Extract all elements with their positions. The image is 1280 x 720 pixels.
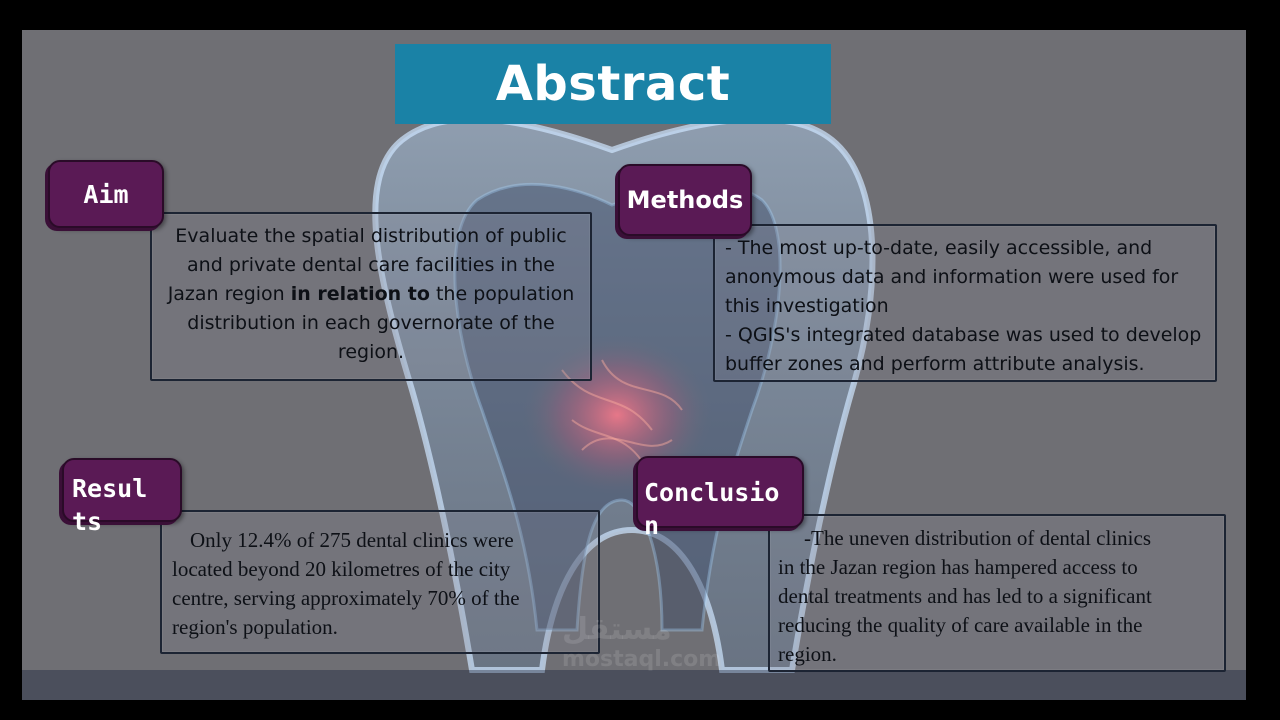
- results-line: located beyond 20 kilometres of the city: [172, 557, 511, 581]
- aim-box: [150, 212, 592, 381]
- title-banner: [395, 44, 831, 124]
- slide: [22, 30, 1246, 700]
- aim-line: region.: [337, 341, 405, 363]
- conclusion-line: dental treatments and has led to a significant: [778, 584, 1152, 608]
- aim-emphasis: in relation to: [290, 283, 430, 305]
- results-line: region's population.: [172, 615, 338, 639]
- conclusion-label-line: Conclusio: [644, 478, 780, 507]
- results-label-line: Resul: [72, 474, 148, 503]
- conclusion-line: -The uneven distribution of dental clinics: [804, 526, 1151, 550]
- watermark-arabic: مستقل: [562, 612, 672, 647]
- conclusion-line: in the Jazan region has hampered access to: [778, 555, 1138, 579]
- methods-line: buffer zones and perform attribute analysis.: [725, 353, 1145, 375]
- methods-box: [713, 224, 1217, 382]
- results-line: centre, serving approximately 70% of the: [172, 586, 520, 610]
- methods-line: anonymous data and information were used for: [725, 266, 1179, 288]
- methods-label: Methods: [626, 186, 744, 214]
- conclusion-tag: [636, 456, 804, 540]
- results-line: Only 12.4% of 275 dental clinics were: [190, 528, 514, 552]
- aim-label: Aim: [83, 179, 129, 209]
- results-tag: [62, 458, 182, 536]
- watermark: [562, 612, 721, 672]
- results-box: [160, 510, 600, 654]
- aim-line: Evaluate the spatial distribution of public: [175, 225, 567, 247]
- watermark-latin: mostaql.com: [562, 647, 722, 672]
- aim-tag: [48, 160, 164, 228]
- results-label-line: ts: [72, 507, 103, 536]
- aim-line: and private dental care facilities in the: [187, 254, 555, 276]
- conclusion-line: region.: [778, 642, 837, 666]
- aim-line: distribution in each governorate of the: [187, 312, 555, 334]
- methods-line: this investigation: [725, 295, 889, 317]
- conclusion-label-line: n: [644, 511, 660, 540]
- page-title: Abstract: [495, 56, 731, 112]
- methods-line: - QGIS's integrated database was used to develop: [725, 324, 1202, 346]
- methods-line: - The most up-to-date, easily accessible, and: [725, 237, 1153, 259]
- aim-line: Jazan region in relation to the population: [167, 283, 575, 305]
- conclusion-line: reducing the quality of care available in the: [778, 613, 1143, 637]
- conclusion-box: [768, 514, 1226, 672]
- methods-tag: [618, 164, 752, 236]
